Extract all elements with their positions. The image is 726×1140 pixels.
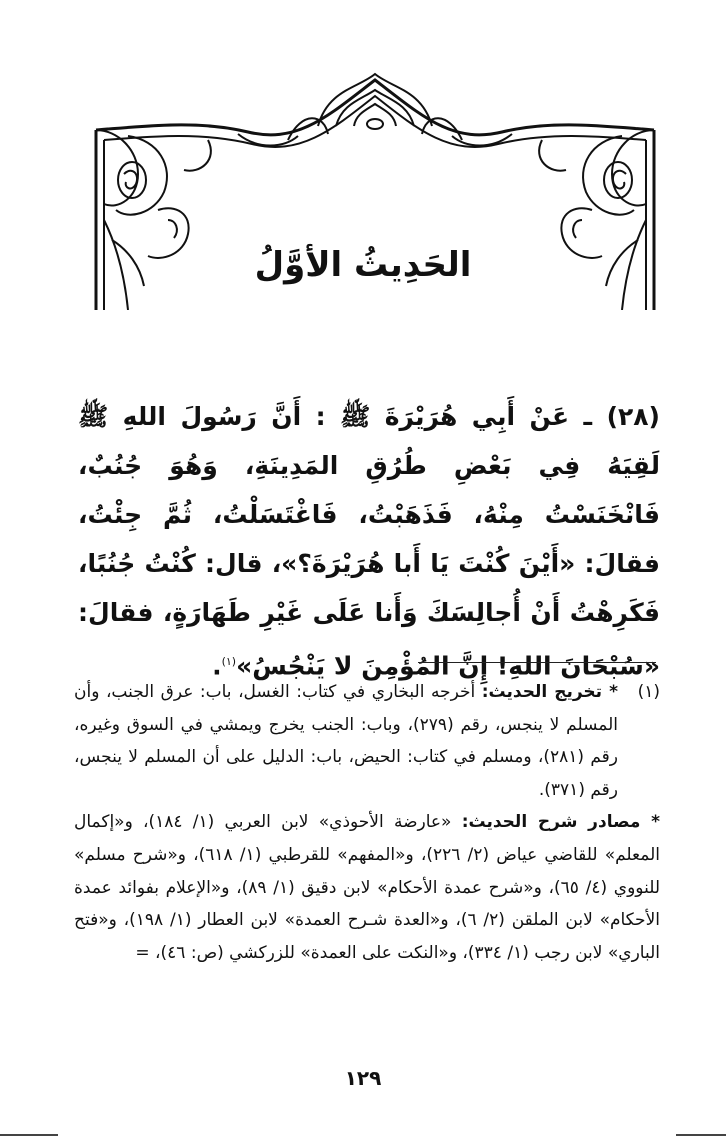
hadith-end-mark: . [212, 651, 222, 681]
footnote-reference[interactable]: (١) [221, 655, 237, 668]
sources-heading: * مصادر شرح الحديث: [461, 812, 660, 833]
page-edge-mark-right [676, 1134, 726, 1136]
hadith-text-block [78, 392, 660, 690]
chapter-title: الحَدِيثُ الأوَّلُ [254, 245, 472, 285]
page-edge-mark-left [0, 1134, 58, 1136]
takhrij-text: أخرجه البخاري في كتاب: الغسل، باب: عرق الجنب، وأن المسلم لا ينجس، رقم (٢٧٩)، وباب: الجنب يخرج ويمشي في السوق وغيره، رقم (٢٨١)، ومسلم في كتاب: الحيض، باب: الدليل على أن المسلم لا ينجس، رقم (٣٧١). [74, 682, 619, 800]
footnote-separator [418, 662, 656, 663]
takhrij-heading: * تخريج الحديث: [481, 682, 618, 702]
footnote-sources [74, 806, 660, 969]
sources-text: «عارضة الأحوذي» لابن العربي (١/ ١٨٤)، و«إكمال المعلم» للقاضي عياض (٢/ ٢٢٦)، و«المفهم» للقرطبي (١/ ٦١٨)، و«شرح مسلم» للنووي (٤/ ٦٥)، و«شرح عمدة الأحكام» لابن دقيق (١/ ٨٩)، و«الإعلام بفوائد عمدة الأحكام» لابن الملقن (٢/ ٦)، و«العدة شـرح العمدة» لابن العطار (١/ ١٩٨)، و«فتح الباري» لابن رجب (١/ ٣٣٤)، و«النكت على العمدة» للزركشي (ص: ٤٦)، = [74, 812, 661, 963]
footnotes-section [74, 676, 660, 969]
hadith-number: (٢٨) [606, 402, 660, 431]
hadith-body: ـ عَنْ أَبِي هُرَيْرَةَ ﷺ : أَنَّ رَسُولَ اللهِ ﷺ لَقِيَهُ فِي بَعْضِ طُرُقِ المَدِينَةِ، وَهُوَ جُنُبٌ، فَانْخَنَسْتُ مِنْهُ، فَذَهَبْتُ، فَاغْتَسَلْتُ، ثُمَّ جِئْتُ، فقالَ: «أَيْنَ كُنْتَ يَا أَبا هُرَيْرَةَ؟»، قال: كُنْتُ جُنُبًا، فَكَرِهْتُ أَنْ أُجالِسَكَ وَأَنا عَلَى غَيْرِ طَهَارَةٍ، فقالَ: «سُبْحَانَ اللهِ! إِنَّ المُؤْمِنَ لا يَنْجُسُ» [78, 402, 660, 681]
footnote-item [74, 676, 660, 806]
footnote-number: (١) [637, 682, 660, 702]
page-number: ١٢٩ [344, 1066, 382, 1090]
